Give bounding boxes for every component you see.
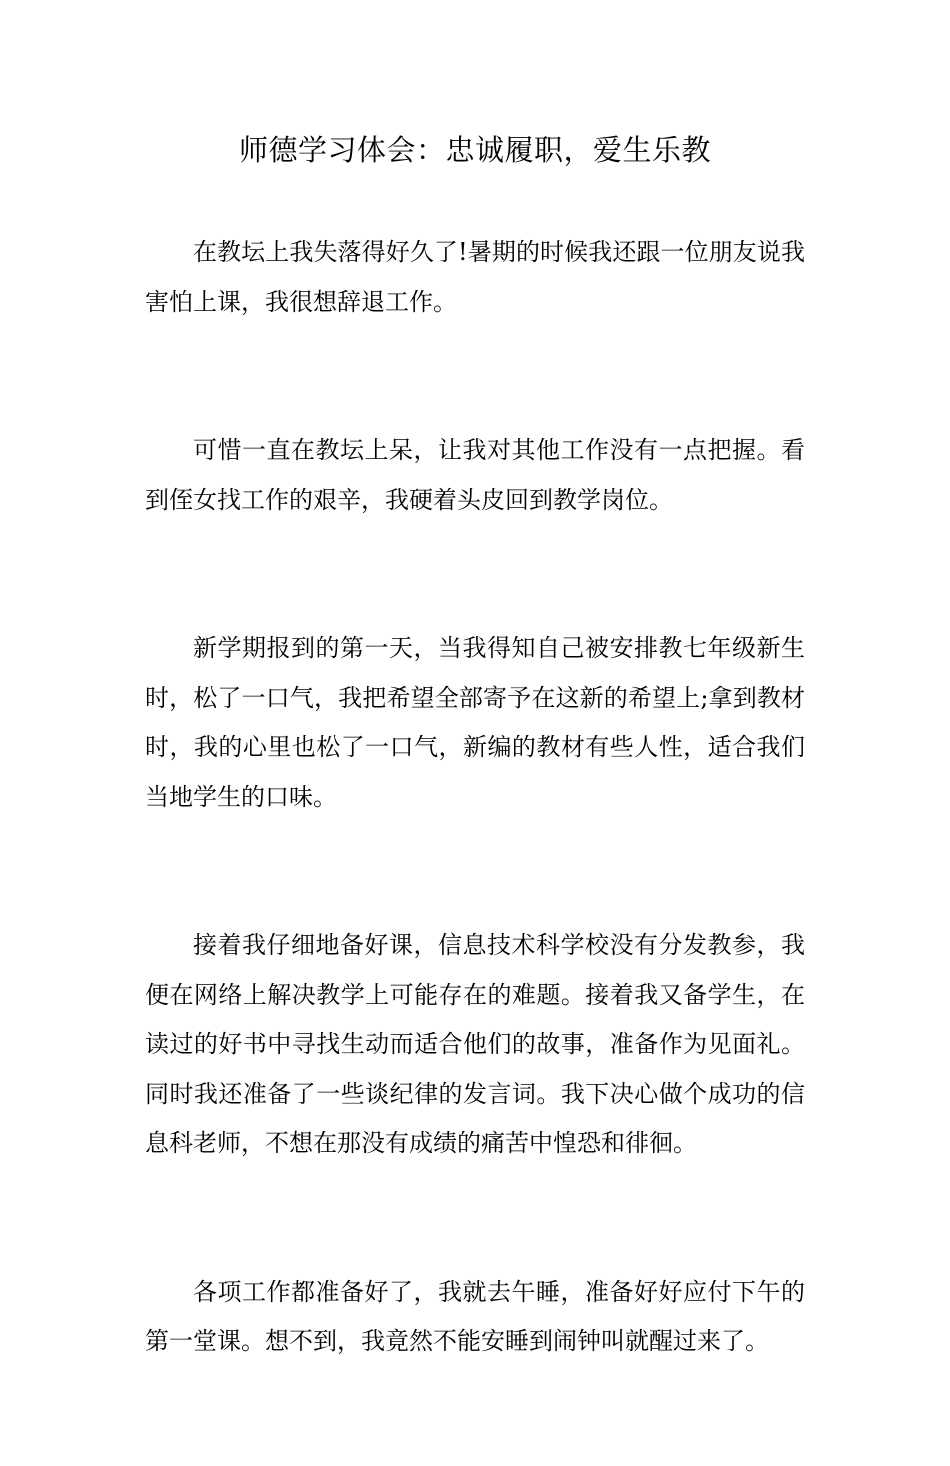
document-title: 师德学习体会：忠诚履职，爱生乐教 bbox=[238, 133, 711, 167]
document-body bbox=[145, 228, 805, 1466]
paragraph: 新学期报到的第一天，当我得知自己被安排教七年级新生时，松了一口气，我把希望全部寄予在这新的希望上;拿到教材时，我的心里也松了一口气，新编的教材有些人性，适合我们当地学生的口味。 bbox=[145, 634, 805, 811]
paragraph: 在教坛上我失落得好久了!暑期的时候我还跟一位朋友说我害怕上课，我很想辞退工作。 bbox=[145, 238, 805, 316]
paragraph: 各项工作都准备好了，我就去午睡，准备好好应付下午的第一堂课。想不到，我竟然不能安睡到闹钟叫就醒过来了。 bbox=[145, 1277, 805, 1355]
paragraph: 可惜一直在教坛上呆，让我对其他工作没有一点把握。看到侄女找工作的艰辛，我硬着头皮回到教学岗位。 bbox=[145, 436, 805, 514]
paragraph: 接着我仔细地备好课，信息技术科学校没有分发教参，我便在网络上解决教学上可能存在的难题。接着我又备学生，在读过的好书中寻找生动而适合他们的故事，准备作为见面礼。同时我还准备了一些谈纪律的发言词。我下决心做个成功的信息科老师，不想在那没有成绩的痛苦中惶恐和徘徊。 bbox=[145, 931, 805, 1157]
